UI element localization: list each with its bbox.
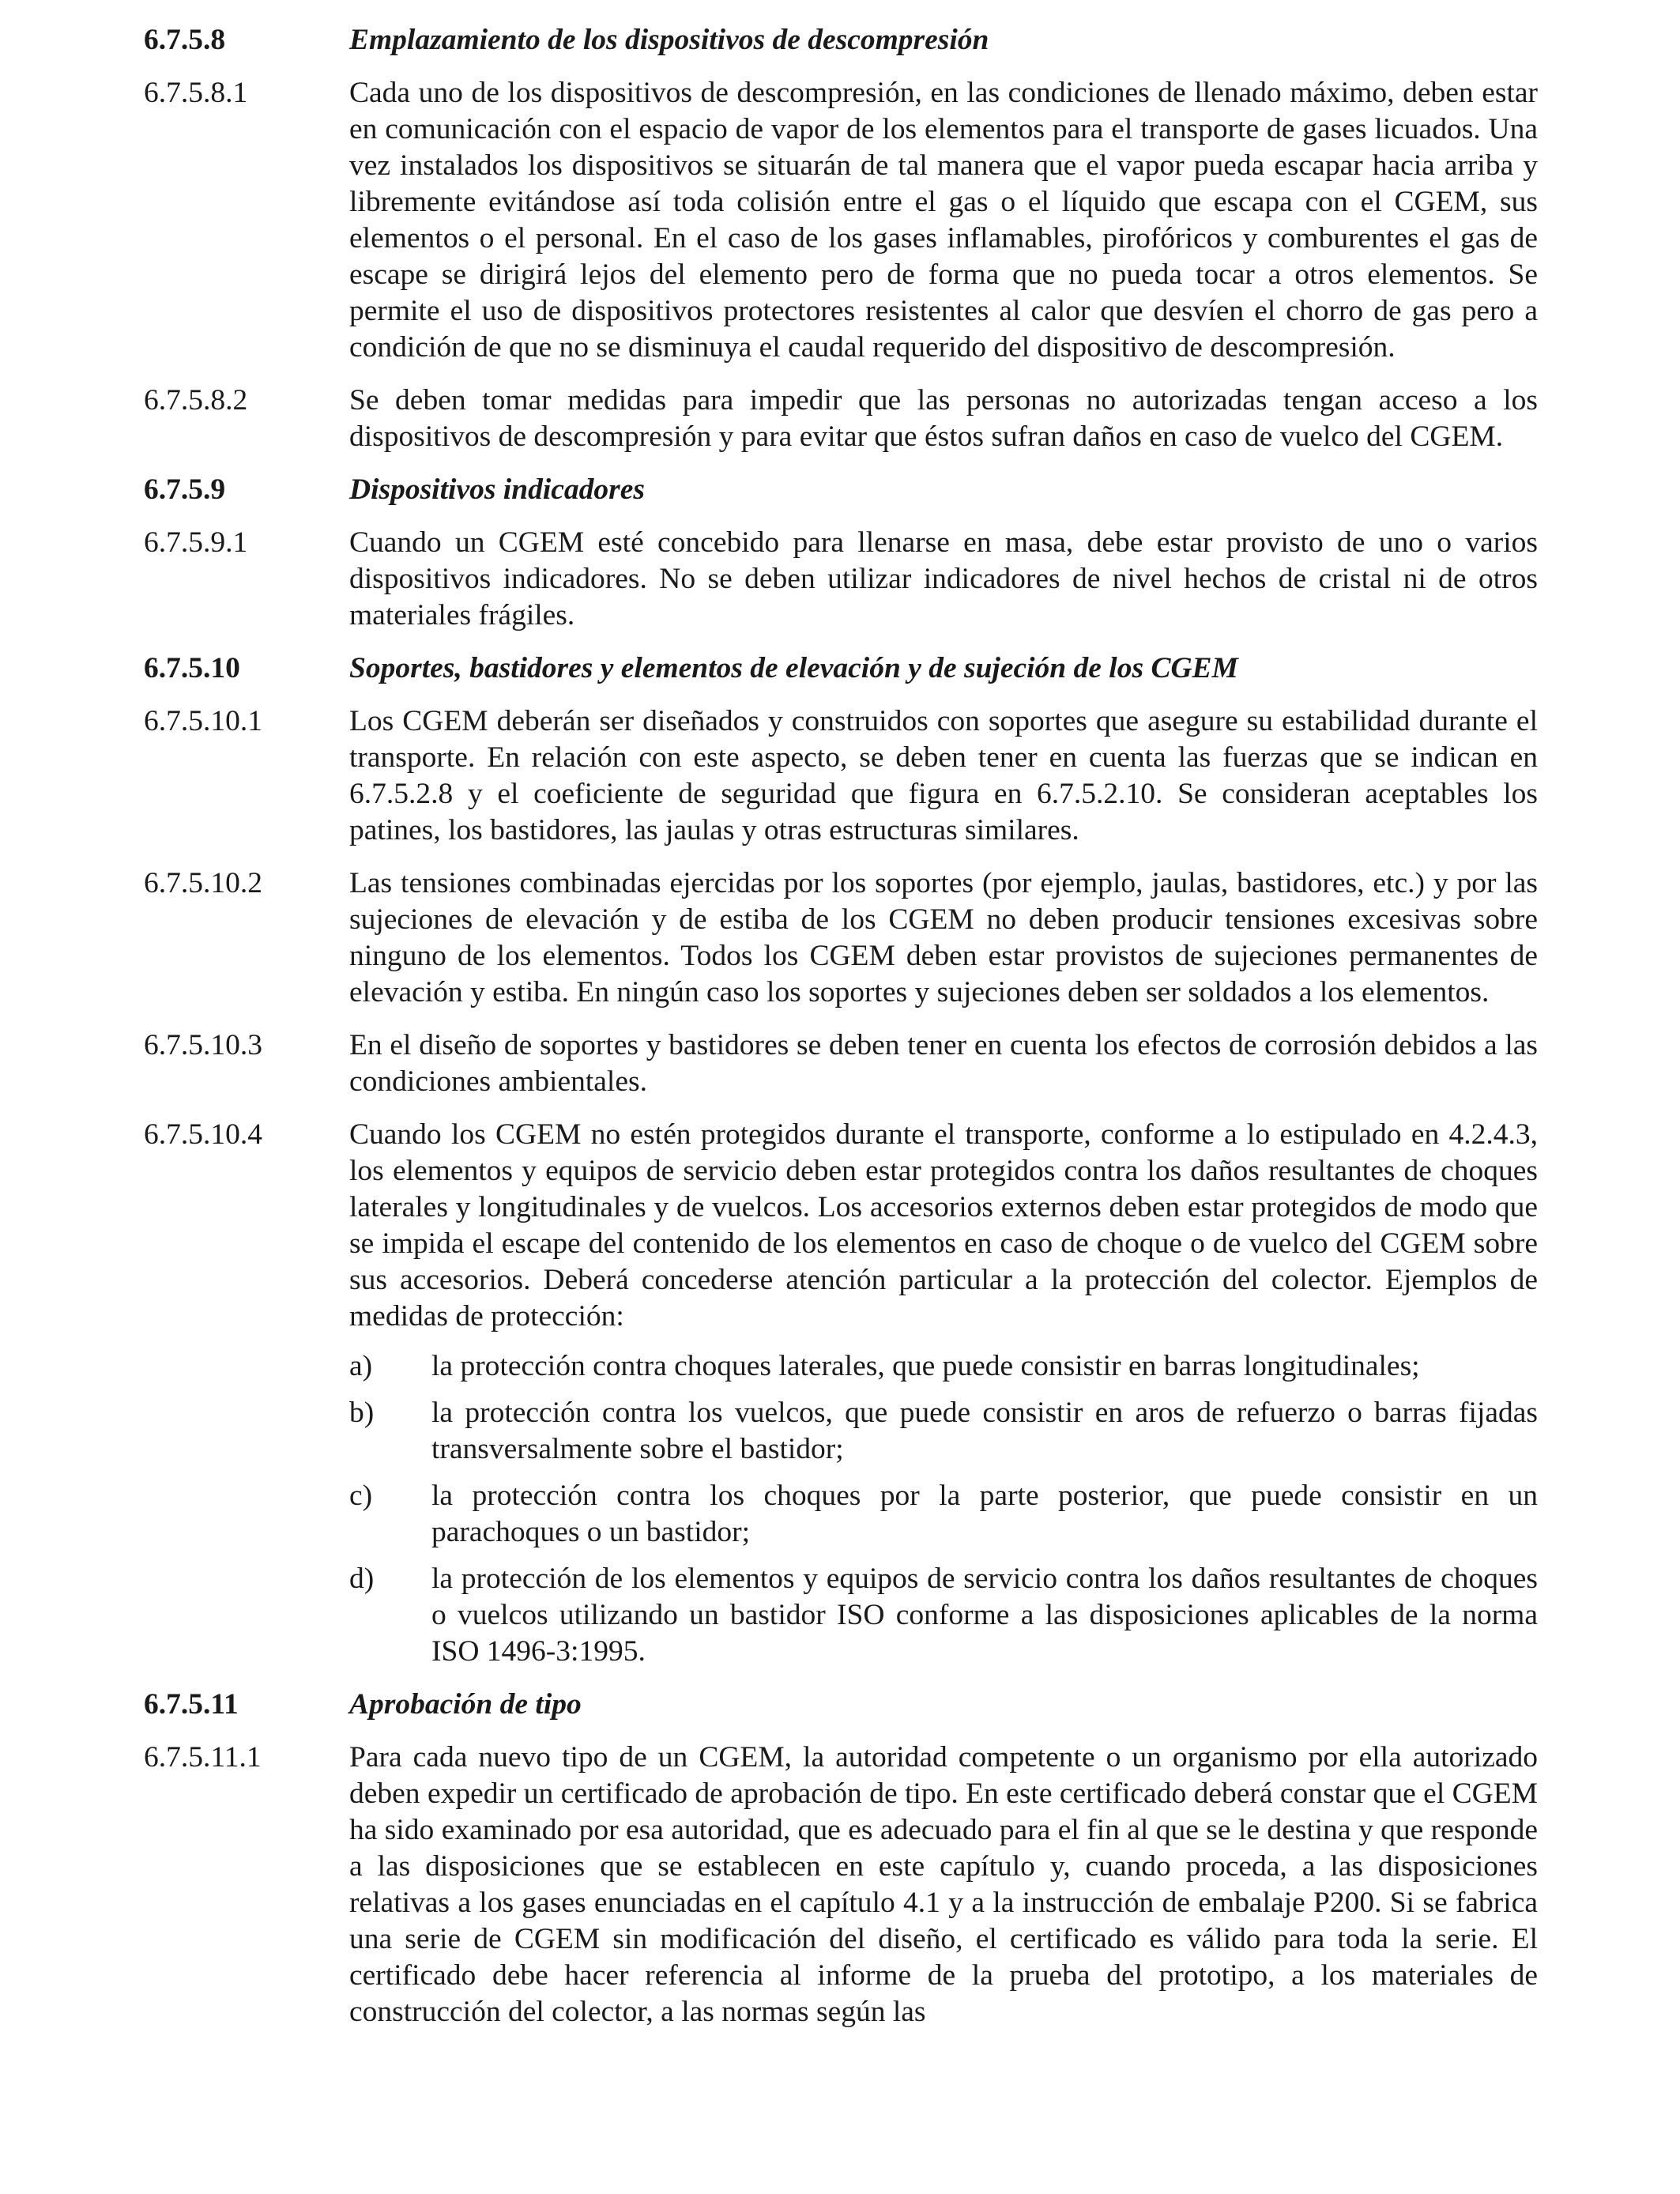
paragraph-number: 6.7.5.11.1 (144, 1741, 262, 1774)
paragraph-number: 6.7.5.10.1 (144, 705, 262, 737)
paragraph-6-7-5-10-2 (144, 865, 1538, 1011)
paragraph-6-7-5-9-1 (144, 525, 1538, 634)
list-item-text: la protección contra choques laterales, que puede consistir en barras longitudinales; (431, 1350, 1420, 1382)
section-number: 6.7.5.8 (144, 24, 226, 56)
section-heading-6-7-5-10 (144, 650, 1538, 687)
list-item (349, 1478, 1538, 1551)
paragraph-text: Cada uno de los dispositivos de descompresión, en las condiciones de llenado máximo, deben estar en comunicación con el espacio de vapor de los elementos para el transporte de gases licuados. Una vez instalados los dispositivos se situarán de tal manera que el vapor pueda escapar hacia arriba y libremente evitándose así toda colisión entre el gas o el líquido que escapa con el CGEM, sus elementos o el personal. En el caso de los gases inflamables, pirofóricos y comburentes el gas de escape se dirigirá lejos del elemento pero de forma que no pueda tocar a otros elementos. Se permite el uso de dispositivos protectores resistentes al calor que desvíen el chorro de gas pero a condición de que no se disminuya el caudal requerido del dispositivo de descompresión. (349, 77, 1538, 364)
paragraph-6-7-5-10-1 (144, 703, 1538, 849)
list-item-label: d) (349, 1563, 375, 1595)
list-item-label: a) (349, 1350, 373, 1382)
section-title: Emplazamiento de los dispositivos de descompresión (349, 24, 989, 56)
list-item-text: la protección contra los choques por la parte posterior, que puede consistir en un parachoques o un bastidor; (431, 1480, 1538, 1548)
paragraph-number: 6.7.5.8.2 (144, 384, 248, 417)
section-heading-6-7-5-11 (144, 1687, 1538, 1723)
paragraph-number: 6.7.5.10.2 (144, 867, 262, 899)
section-number: 6.7.5.10 (144, 652, 240, 684)
list-item-text: la protección de los elementos y equipos de servicio contra los daños resultantes de choques o vuelcos utilizando un bastidor ISO conforme a las disposiciones aplicables de la norma ISO 1496-3:1995. (431, 1563, 1538, 1668)
paragraph-text: Cuando los CGEM no estén protegidos durante el transporte, conforme a lo estipulado en 4.2.4.3, los elementos y equipos de servicio deben estar protegidos contra los daños resultantes de choques laterales y longitudinales y de vuelcos. Los accesorios externos deben estar protegidos de modo que se impida el escape del contenido de los elementos en caso de choque o de vuelco del CGEM sobre sus accesorios. Deberá concederse atención particular a la protección del colector. Ejemplos de medidas de protección: (349, 1118, 1538, 1333)
paragraph-6-7-5-10-4 (144, 1117, 1538, 1670)
paragraph-text: Las tensiones combinadas ejercidas por los soportes (por ejemplo, jaulas, bastidores, etc.) y por las sujeciones de elevación y de estiba de los CGEM no deben producir tensiones excesivas sobre ninguno de los elementos. Todos los CGEM deben estar provistos de sujeciones permanentes de elevación y estiba. En ningún caso los soportes y sujeciones deben ser soldados a los elementos. (349, 867, 1538, 1008)
paragraph-6-7-5-11-1 (144, 1740, 1538, 2030)
list-item (349, 1348, 1538, 1385)
paragraph-6-7-5-8-1 (144, 75, 1538, 366)
paragraph-text: Cuando un CGEM esté concebido para llenarse en masa, debe estar provisto de uno o varios dispositivos indicadores. No se deben utilizar indicadores de nivel hechos de cristal ni de otros materiales frágiles. (349, 526, 1538, 631)
section-title: Soportes, bastidores y elementos de elevación y de sujeción de los CGEM (349, 652, 1238, 684)
paragraph-number: 6.7.5.9.1 (144, 526, 248, 559)
paragraph-text: En el diseño de soportes y bastidores se deben tener en cuenta los efectos de corrosión debidos a las condiciones ambientales. (349, 1029, 1538, 1098)
section-title: Aprobación de tipo (349, 1688, 582, 1721)
section-number: 6.7.5.11 (144, 1688, 239, 1721)
list-item-label: b) (349, 1397, 375, 1429)
paragraph-text: Se deben tomar medidas para impedir que las personas no autorizadas tengan acceso a los dispositivos de descompresión y para evitar que éstos sufran daños en caso de vuelco del CGEM. (349, 384, 1538, 453)
list-item-label: c) (349, 1480, 373, 1512)
paragraph-number: 6.7.5.10.4 (144, 1118, 262, 1151)
paragraph-6-7-5-10-3 (144, 1027, 1538, 1100)
paragraph-number: 6.7.5.8.1 (144, 77, 248, 109)
protection-measures-list (349, 1348, 1538, 1670)
section-heading-6-7-5-8 (144, 22, 1538, 58)
section-number: 6.7.5.9 (144, 473, 226, 506)
section-heading-6-7-5-9 (144, 472, 1538, 508)
list-item-text: la protección contra los vuelcos, que puede consistir en aros de refuerzo o barras fijadas transversalmente sobre el bastidor; (431, 1397, 1538, 1465)
section-title: Dispositivos indicadores (349, 473, 645, 506)
list-item (349, 1561, 1538, 1670)
paragraph-number: 6.7.5.10.3 (144, 1029, 262, 1061)
paragraph-text: Los CGEM deberán ser diseñados y construidos con soportes que asegure su estabilidad durante el transporte. En relación con este aspecto, se deben tener en cuenta las fuerzas que se indican en 6.7.5.2.8 y el coeficiente de seguridad que figura en 6.7.5.2.10. Se consideran aceptables los patines, los bastidores, las jaulas y otras estructuras similares. (349, 705, 1538, 846)
paragraph-6-7-5-8-2 (144, 383, 1538, 455)
list-item (349, 1395, 1538, 1468)
paragraph-text: Para cada nuevo tipo de un CGEM, la autoridad competente o un organismo por ella autorizado deben expedir un certificado de aprobación de tipo. En este certificado deberá constar que el CGEM ha sido examinado por esa autoridad, que es adecuado para el fin al que se le destina y que responde a las disposiciones que se establecen en este capítulo y, cuando proceda, a las disposiciones relativas a los gases enunciadas en el capítulo 4.1 y a la instrucción de embalaje P200. Si se fabrica una serie de CGEM sin modificación del diseño, el certificado es válido para toda la serie. El certificado debe hacer referencia al informe de la prueba del prototipo, a los materiales de construcción del colector, a las normas según las (349, 1741, 1538, 2028)
